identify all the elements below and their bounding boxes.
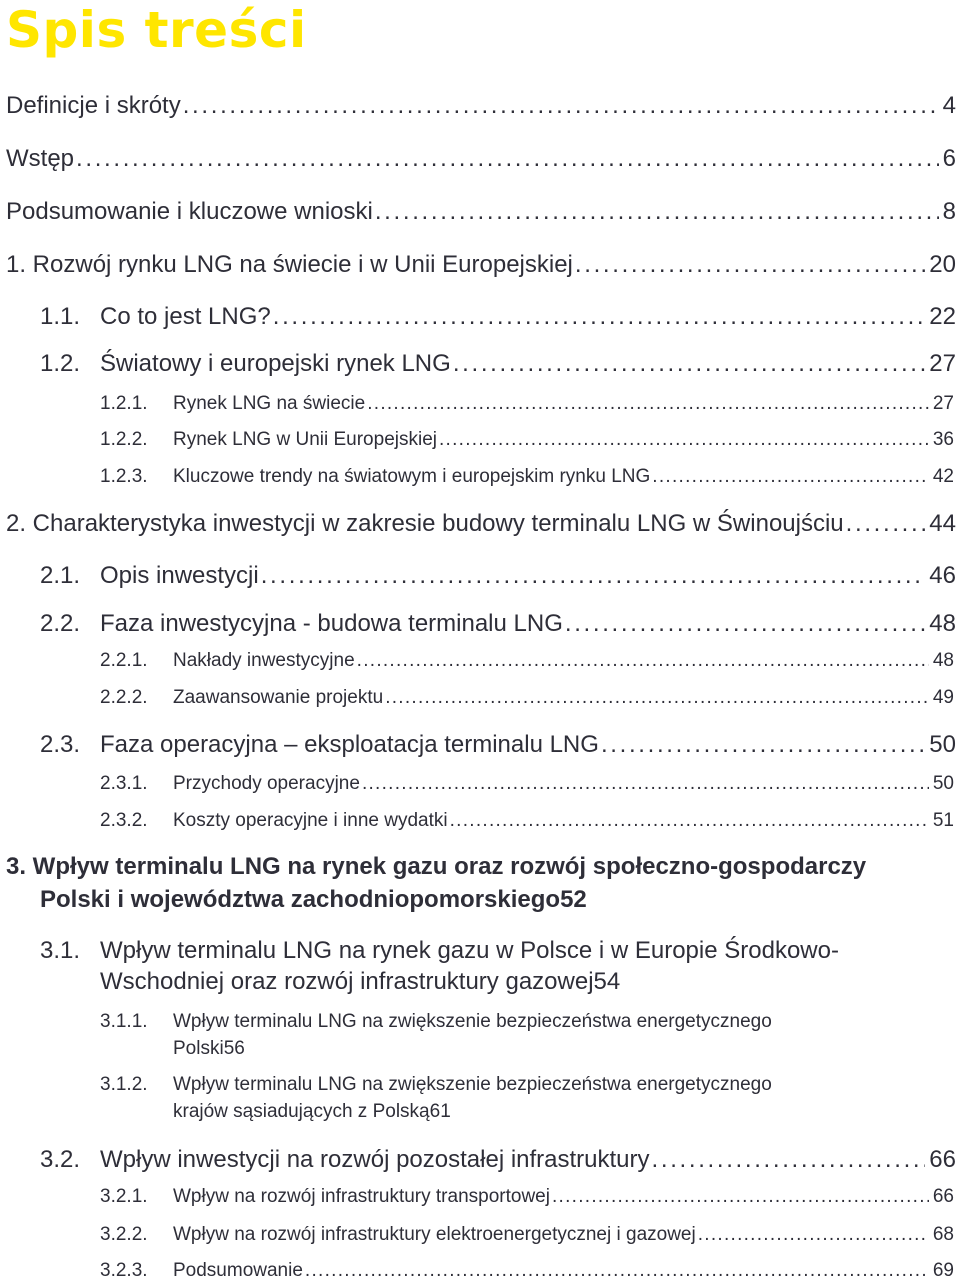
page-title: Spis treści — [6, 1, 307, 59]
toc-entry-text: Przychody operacyjne — [173, 773, 360, 794]
dot-leader — [565, 610, 925, 638]
toc-entry-number: 1.2.1. — [100, 393, 148, 414]
dot-leader — [273, 303, 926, 331]
dot-leader — [367, 393, 929, 415]
toc-entry[interactable] — [40, 562, 956, 590]
toc-page-number: 68 — [932, 1224, 954, 1245]
dot-leader — [183, 92, 939, 120]
dot-leader — [362, 773, 929, 795]
toc-page-number: 48 — [932, 650, 954, 671]
toc-page-number: 50 — [929, 731, 956, 758]
dot-leader — [575, 251, 925, 279]
toc-entry-text: Zaawansowanie projektu — [173, 687, 384, 708]
toc-entry-text: Wpływ na rozwój infrastruktury transportowej — [173, 1186, 550, 1207]
toc-entry-number: 3.1.2. — [100, 1074, 148, 1095]
toc-entry[interactable] — [6, 251, 956, 279]
toc-entry[interactable] — [100, 650, 954, 672]
toc-page-number: 46 — [929, 562, 956, 589]
toc-page-number: 50 — [932, 773, 954, 794]
toc-entry[interactable] — [40, 731, 956, 759]
toc-page-number: 51 — [932, 810, 954, 831]
toc-entry-text: Nakłady inwestycyjne — [173, 650, 355, 671]
toc-entry-text: Rynek LNG na świecie — [173, 393, 366, 414]
toc-entry-text: Co to jest LNG? — [100, 303, 271, 330]
toc-page-number: 8 — [942, 198, 956, 225]
toc-entry-text: Podsumowanie — [173, 1260, 303, 1281]
toc-entry[interactable] — [6, 92, 956, 120]
dot-leader — [552, 1186, 929, 1208]
dot-leader — [385, 687, 929, 709]
toc-entry-text: Wpływ terminalu LNG na rynek gazu w Polsce i w Europie Środkowo- — [100, 937, 839, 964]
toc-entry-number: 3.2.1. — [100, 1186, 148, 1207]
dot-leader — [652, 466, 929, 488]
toc-entry-text: Wpływ terminalu LNG na zwiększenie bezpieczeństwa energetycznego — [173, 1011, 772, 1032]
dot-leader — [357, 650, 929, 672]
toc-entry-number: 2.3.1. — [100, 773, 148, 794]
toc-entry[interactable] — [100, 429, 954, 451]
toc-page-number: 44 — [929, 510, 956, 537]
toc-entry-number: 2.3. — [40, 731, 81, 758]
toc-entry-number: 2.2.2. — [100, 687, 148, 708]
toc-entry-text: Światowy i europejski rynek LNG — [100, 350, 451, 377]
toc-entry-number: 3.2.3. — [100, 1260, 148, 1281]
toc-entry-text: Koszty operacyjne i inne wydatki — [173, 810, 448, 831]
toc-entry-text: Wpływ terminalu LNG na zwiększenie bezpieczeństwa energetycznego — [173, 1074, 772, 1095]
dot-leader — [439, 429, 929, 451]
toc-entry[interactable] — [100, 773, 954, 795]
toc-entry-number: 1.1. — [40, 303, 81, 330]
toc-page-number: 48 — [929, 610, 956, 637]
toc-entry[interactable] — [100, 810, 954, 832]
toc-page-number: 27 — [932, 393, 954, 414]
toc-entry-text: 2. Charakterystyka inwestycji w zakresie budowy terminalu LNG w Świnoujściu — [6, 510, 844, 537]
toc-entry[interactable] — [40, 1146, 956, 1174]
toc-entry-text: Opis inwestycji — [100, 562, 259, 589]
toc-entry-number: 2.2. — [40, 610, 81, 637]
toc-entry-number: 3.2.2. — [100, 1224, 148, 1245]
dot-leader — [375, 198, 939, 226]
dot-leader — [698, 1224, 929, 1246]
toc-page-number: 66 — [929, 1146, 956, 1173]
toc-entry-text-continued: krajów sąsiadujących z Polską — [173, 1101, 430, 1122]
toc-page-number: 61 — [429, 1101, 451, 1122]
toc-entry[interactable] — [100, 1224, 954, 1246]
dot-leader — [450, 810, 929, 832]
dot-leader — [652, 1146, 926, 1174]
dot-leader — [261, 562, 926, 590]
toc-entry-number: 1.2. — [40, 350, 81, 377]
toc-entry[interactable] — [40, 303, 956, 331]
toc-entry-number: 2.1. — [40, 562, 81, 589]
toc-page-number: 52 — [560, 886, 587, 913]
toc-entry-number: 1.2.3. — [100, 466, 148, 487]
toc-page-number: 22 — [929, 303, 956, 330]
toc-entry[interactable] — [6, 145, 956, 173]
toc-entry-text-continued: Wschodniej oraz rozwój infrastruktury gazowej — [100, 968, 594, 995]
toc-entry[interactable] — [100, 687, 954, 709]
toc-page-number: 54 — [593, 968, 621, 995]
toc-page-number: 6 — [942, 145, 956, 172]
toc-entry-text: 1. Rozwój rynku LNG na świecie i w Unii Europejskiej — [6, 251, 573, 278]
toc-entry[interactable] — [100, 1186, 954, 1208]
toc-entry[interactable] — [100, 1260, 954, 1282]
toc-entry-text: Faza inwestycyjna - budowa terminalu LNG — [100, 610, 563, 637]
toc-entry-text: Wpływ na rozwój infrastruktury elektroenergetycznej i gazowej — [173, 1224, 696, 1245]
toc-entry[interactable] — [100, 393, 954, 415]
toc-entry-text: Podsumowanie i kluczowe wnioski — [6, 198, 373, 225]
toc-entry-number: 1.2.2. — [100, 429, 148, 450]
toc-entry[interactable] — [6, 198, 956, 226]
toc-page-number: 20 — [929, 251, 956, 278]
toc-entry-text: Faza operacyjna – eksploatacja terminalu LNG — [100, 731, 599, 758]
dot-leader — [76, 145, 939, 173]
toc-entry[interactable] — [6, 510, 956, 538]
toc-page-number: 36 — [932, 429, 954, 450]
dot-leader — [601, 731, 925, 759]
toc-entry-text: Definicje i skróty — [6, 92, 181, 119]
toc-entry-text: Rynek LNG w Unii Europejskiej — [173, 429, 437, 450]
toc-entry-number: 2.2.1. — [100, 650, 148, 671]
dot-leader — [453, 350, 925, 378]
dot-leader — [305, 1260, 929, 1282]
toc-page-number: 69 — [932, 1260, 954, 1281]
toc-page-number: 27 — [929, 350, 956, 377]
toc-entry[interactable] — [100, 466, 954, 488]
toc-entry-text: Wpływ inwestycji na rozwój pozostałej infrastruktury — [100, 1146, 650, 1173]
dot-leader — [846, 510, 926, 538]
toc-entry-text: 3. Wpływ terminalu LNG na rynek gazu oraz rozwój społeczno-gospodarczy — [6, 853, 867, 880]
toc-entry-text-continued: Polski — [173, 1038, 224, 1059]
toc-entry-text-continued: Polski i województwa zachodniopomorskiego — [40, 886, 561, 913]
toc-entry[interactable] — [40, 350, 956, 378]
toc-page-number: 66 — [932, 1186, 954, 1207]
toc-page-number: 42 — [932, 466, 954, 487]
toc-entry-number: 3.1. — [40, 937, 81, 964]
toc-entry-number: 3.1.1. — [100, 1011, 148, 1032]
toc-page-number: 4 — [942, 92, 956, 119]
toc-entry-text: Kluczowe trendy na światowym i europejskim rynku LNG — [173, 466, 651, 487]
toc-page-number: 49 — [932, 687, 954, 708]
toc-entry-number: 3.2. — [40, 1146, 81, 1173]
toc-page-number: 56 — [223, 1038, 245, 1059]
toc-entry-number: 2.3.2. — [100, 810, 148, 831]
toc-entry[interactable] — [40, 610, 956, 638]
toc-entry-text: Wstęp — [6, 145, 75, 172]
